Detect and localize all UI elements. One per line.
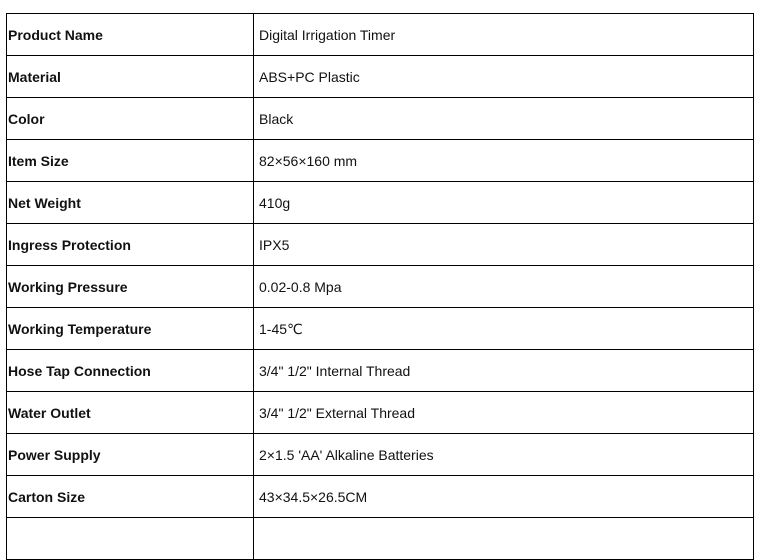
- spec-label: Item Size: [7, 140, 254, 182]
- spec-value: 410g: [254, 182, 754, 224]
- table-row: [7, 56, 754, 98]
- spec-label: Ingress Protection: [7, 224, 254, 266]
- spec-label: Hose Tap Connection: [7, 350, 254, 392]
- spec-label: Carton Size: [7, 476, 254, 518]
- spec-value: 82×56×160 mm: [254, 140, 754, 182]
- spec-label: Net Weight: [7, 182, 254, 224]
- spec-value: [254, 518, 754, 560]
- spec-label: Color: [7, 98, 254, 140]
- spec-value: 3/4" 1/2" External Thread: [254, 392, 754, 434]
- table-row: [7, 98, 754, 140]
- table-row: [7, 434, 754, 476]
- spec-value: IPX5: [254, 224, 754, 266]
- table-row: [7, 392, 754, 434]
- table-row: [7, 476, 754, 518]
- spec-value: Black: [254, 98, 754, 140]
- specification-table: [6, 13, 754, 560]
- table-row: [7, 14, 754, 56]
- spec-value: 43×34.5×26.5CM: [254, 476, 754, 518]
- table-row: [7, 350, 754, 392]
- spec-label: Working Pressure: [7, 266, 254, 308]
- table-row: [7, 224, 754, 266]
- spec-value: ABS+PC Plastic: [254, 56, 754, 98]
- table-row: [7, 182, 754, 224]
- spec-label: Product Name: [7, 14, 254, 56]
- table-row: [7, 308, 754, 350]
- spec-value: Digital Irrigation Timer: [254, 14, 754, 56]
- spec-value: 3/4" 1/2" Internal Thread: [254, 350, 754, 392]
- table-row: [7, 140, 754, 182]
- spec-value: 0.02-0.8 Mpa: [254, 266, 754, 308]
- spec-label: Working Temperature: [7, 308, 254, 350]
- spec-label: Water Outlet: [7, 392, 254, 434]
- spec-label: Material: [7, 56, 254, 98]
- table-row: [7, 266, 754, 308]
- spec-value: 2×1.5 'AA' Alkaline Batteries: [254, 434, 754, 476]
- spec-value: 1-45℃: [254, 308, 754, 350]
- spec-label: [7, 518, 254, 560]
- table-row: [7, 518, 754, 560]
- spec-label: Power Supply: [7, 434, 254, 476]
